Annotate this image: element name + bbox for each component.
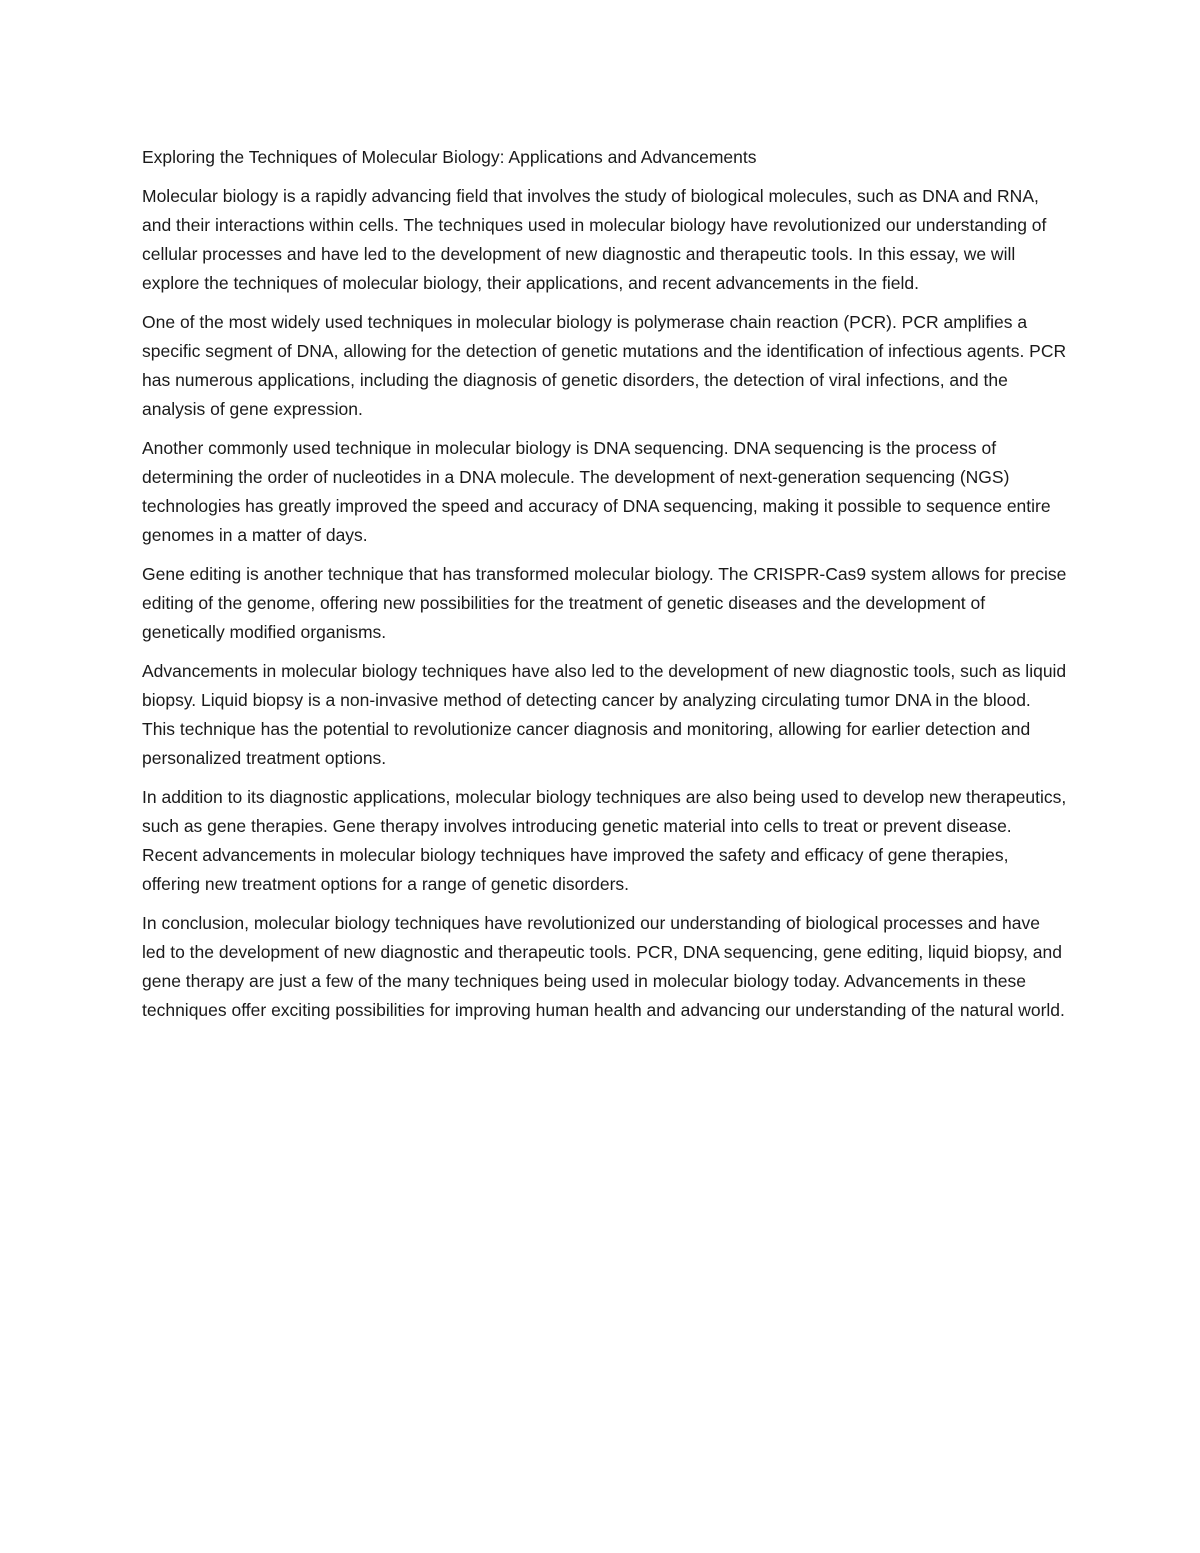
paragraph-liquid-biopsy: Advancements in molecular biology techniques have also led to the development of new diagnostic tools, such as liquid biopsy. Liquid biopsy is a non-invasive method of detecting cancer by analyzing circulating tumor DNA in the blood. This technique has the potential to revolutionize cancer diagnosis and monitoring, allowing for earlier detection and personalized treatment options. (142, 661, 1067, 768)
paragraph-pcr: One of the most widely used techniques in molecular biology is polymerase chain reaction (PCR). PCR amplifies a specific segment of DNA, allowing for the detection of genetic mutations and the identification of infectious agents. PCR has numerous applications, including the diagnosis of genetic disorders, the detection of viral infections, and the analysis of gene expression. (142, 312, 1067, 419)
paragraph-dna-sequencing: Another commonly used technique in molecular biology is DNA sequencing. DNA sequencing is the process of determining the order of nucleotides in a DNA molecule. The development of next-generation sequencing (NGS) technologies has greatly improved the speed and accuracy of DNA sequencing, making it possible to sequence entire genomes in a matter of days. (142, 438, 1051, 545)
paragraph-gene-editing: Gene editing is another technique that has transformed molecular biology. The CRISPR-Cas9 system allows for precise editing of the genome, offering new possibilities for the treatment of genetic diseases and the development of genetically modified organisms. (142, 564, 1067, 642)
paragraph-introduction: Molecular biology is a rapidly advancing field that involves the study of biological molecules, such as DNA and RNA, and their interactions within cells. The techniques used in molecular biology have revolutionized our understanding of cellular processes and have led to the development of new diagnostic and therapeutic tools. In this essay, we will explore the techniques of molecular biology, their applications, and recent advancements in the field. (142, 186, 1047, 293)
paragraph-gene-therapy: In addition to its diagnostic applications, molecular biology techniques are also being used to develop new therapeutics, such as gene therapies. Gene therapy involves introducing genetic material into cells to treat or prevent disease. Recent advancements in molecular biology techniques have improved the safety and efficacy of gene therapies, offering new treatment options for a range of genetic disorders. (142, 787, 1067, 894)
paragraph-conclusion: In conclusion, molecular biology techniques have revolutionized our understanding of biological processes and have led to the development of new diagnostic and therapeutic tools. PCR, DNA sequencing, gene editing, liquid biopsy, and gene therapy are just a few of the many techniques being used in molecular biology today. Advancements in these techniques offer exciting possibilities for improving human health and advancing our understanding of the natural world. (142, 913, 1065, 1020)
document-body (142, 143, 1067, 1035)
document-title: Exploring the Techniques of Molecular Biology: Applications and Advancements (142, 147, 757, 167)
